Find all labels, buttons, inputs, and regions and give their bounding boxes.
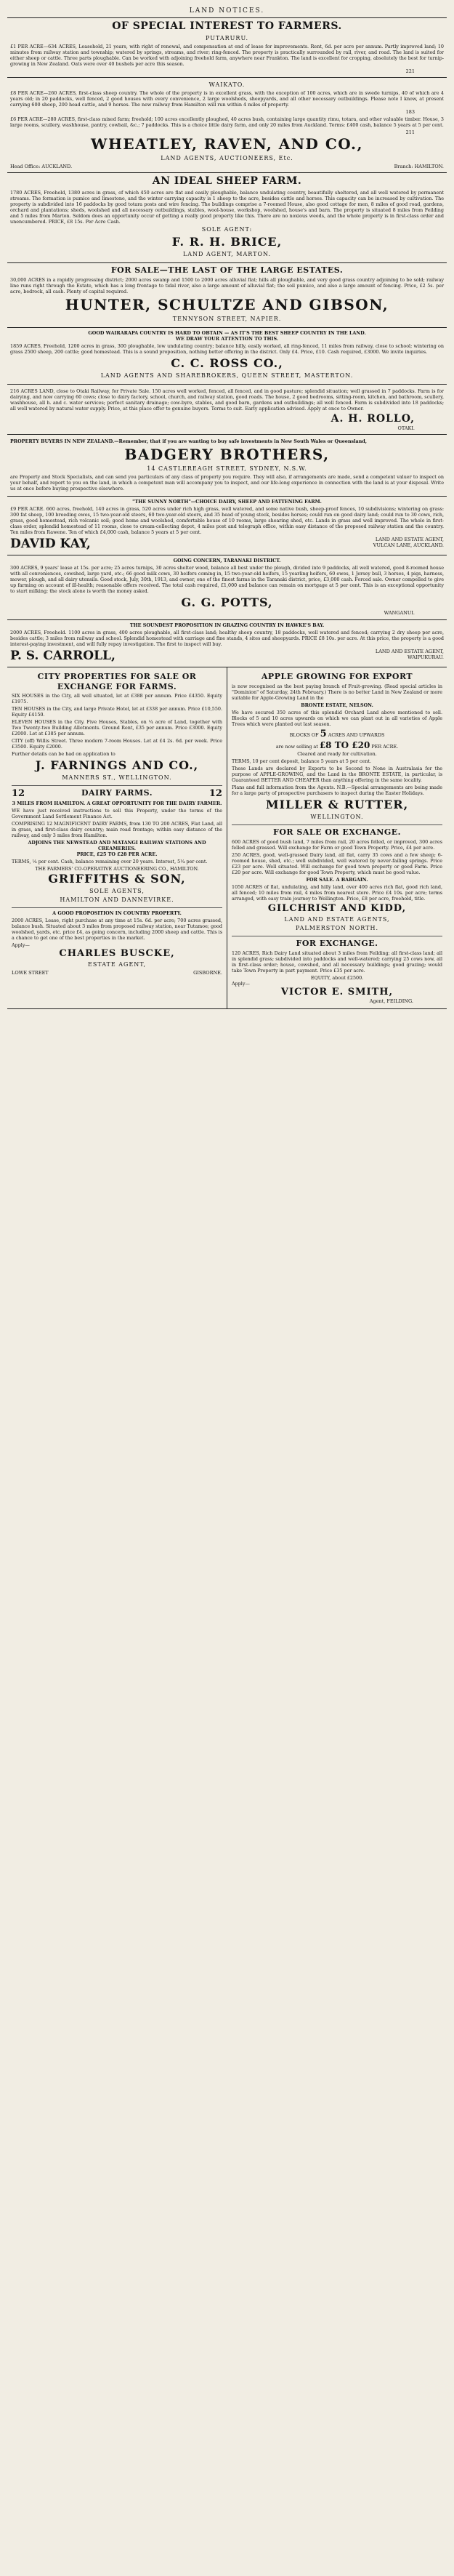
ad-gilchrist <box>232 825 442 936</box>
ad-subheading: FOR SALE. A BARGAIN. <box>306 876 368 883</box>
ad-body: 120 ACRES, Rich Dairy Land situated about 3 miles from Feilding; all first-class land; all in splendid grass; subdivided into paddocks and well-watered; carrying 25 cows now, all in first-class order; house, cowshed, and all necessary buildings; good grazing; would take Town Property in part payment. Price £35 per acre. <box>232 950 442 974</box>
ad-heading: PROPERTY BUYERS IN NEW ZEALAND.—Remember, that if you are wanting to buy safe investments in New South Wales or Queensland, <box>10 438 368 445</box>
signature <box>10 413 444 432</box>
ad-terms: TERMS, ¼ per cent. Cash, balance remaining over 20 years. Interest, 5¼ per cent. <box>12 858 208 864</box>
list-item: TEN HOUSES in the City, and large Private Hotel, let at £338 per annum. Price £10,550. Equity £4150. <box>12 706 222 718</box>
firm-address: PALMERSTON NORTH. <box>295 924 378 931</box>
firm-address: 14 CASTLEREAGH STREET, SYDNEY, N.S.W. <box>147 465 307 473</box>
ad-heading: OF SPECIAL INTEREST TO FARMERS. <box>112 20 342 33</box>
ad-heading: GOOD WAIRARAPA COUNTRY IS HARD TO OBTAIN — AS IT'S THE BEST SHEEP COUNTRY IN THE LAND. <box>88 329 366 336</box>
ad-body: We have secured 350 acres of this splendid Orchard Land above mentioned to sell. Blocks of 5 and 10 acres upwards on which we can plant out in all varieties of Apple Trees which were planted out last season. <box>232 709 442 727</box>
ad-heading: FOR EXCHANGE. <box>296 938 378 948</box>
firm-subtitle: LAND AND ESTATE AGENT, <box>375 537 444 543</box>
ad-waikato <box>7 78 447 173</box>
ad-buscke <box>12 908 222 978</box>
firm-name: MILLER & RUTTER, <box>265 797 409 811</box>
ad-ref: 211 <box>405 129 415 135</box>
ad-body: COMPRISING 12 MAGNIFICENT DAIRY FARMS, from 130 TO 200 ACRES, Flat Land, all in grass, and first-class dairy country; main road frontage; within easy distance of the railway, and only 3 miles from Hamilton. <box>12 820 222 838</box>
address-row <box>12 970 222 976</box>
ad-district: BRONTE ESTATE, NELSON. <box>301 702 373 708</box>
blocks-label: BLOCKS OF <box>289 731 319 738</box>
ad-body: 1780 ACRES, Freehold, 1380 acres in grass, of which 450 acres are flat and easily ploughable, balance undulating country, beautifully sheltered, and all well watered by permanent streams. The formation is pumice and limestone, and the winter carrying capacity is 1 sheep to the acre, besides cattle and horses. This capacity can be increased by cultivation. The property is subdivided into 16 paddocks by good totara posts and wire fencing. The buildings comprise a 7-roomed House, also good cottage for men, 8 miles of good road, gardens, orchard and plantations; sheds, woolshed and all necessary outbuildings, stables, wool-house, workshop, woolshed, house's and barn. The property is situated 8 miles from Feilding and 5 miles from Marton. Seldom does an opportunity occur of getting a really good property like this. There are no noxious weeds, and the whole property is in first-class order and unencumbered. PRICE, £8 15s. Per Acre Cash. <box>10 189 444 225</box>
office-right: Branch: HAMILTON. <box>394 164 444 170</box>
firm-subtitle: SOLE AGENTS, <box>89 887 145 894</box>
seller-name: A. H. ROLLO, <box>331 412 415 425</box>
firm-name: HUNTER, SCHULTZE AND GIBSON, <box>65 295 389 313</box>
ad-heading: DAIRY FARMS. <box>81 788 153 798</box>
ad-note: Further details can be had on application to <box>12 751 115 758</box>
ad-putaruru <box>7 18 447 78</box>
firm-address: HAMILTON AND DANNEVIRKE. <box>60 896 174 903</box>
ad-body: £8 PER ACRE—260 ACRES, first-class sheep country. The whole of the property is in excellent grass, with the exception of 100 acres, which are in swede turnips, 40 of which are 4 years old; in 20 paddocks, well fenced, 2 good houses with every convenience, 2 large woolsheds, sheepyards, and all other necessary outbuildings. Please note I know, at present carrying 600 sheep, 200 head cattle, and 9 horses. The new railway from Hamilton will run within 4 miles of property. <box>10 89 444 108</box>
two-column-section <box>7 667 447 1009</box>
firm-name: GILCHRIST AND KIDD, <box>267 902 407 914</box>
firm-subtitle: LAND AND ESTATE AGENT, <box>375 648 444 654</box>
list-item: SIX HOUSES in the City, all well situated, let at £388 per annum. Price £4350. Equity £1975. <box>12 693 222 705</box>
ad-heading: CITY PROPERTIES FOR SALE OR EXCHANGE FOR FARMS. <box>37 671 197 691</box>
seller-name: CHARLES BUSCKE, <box>59 947 175 959</box>
left-column <box>7 667 227 1008</box>
ad-heading: FOR SALE—THE LAST OF THE LARGE ESTATES. <box>110 265 344 275</box>
ad-body: 600 ACRES of good bush land, 7 miles from rail, 20 acres felled, or improved, 300 acres felled and grassed. Will exchange for Farm or good Town Property. Price, £4 per acre. <box>232 838 442 851</box>
firm-name: J. FARNINGS AND CO., <box>35 758 199 773</box>
ad-intro: 3 MILES FROM HAMILTON. A GREAT OPPORTUNITY FOR THE DAIRY FARMER. <box>12 800 222 806</box>
ad-body: is now recognised as the best paying branch of Fruit-growing. (Read special articles in "Dominion" of Saturday, 24th February.) There is no better Land in New Zealand or more suitable for Apple-Growing Land in the <box>232 683 442 701</box>
ad-heading-row <box>12 788 222 800</box>
blocks-price: £8 TO £20 <box>319 739 370 750</box>
firm-address: TENNYSON STREET, NAPIER. <box>172 315 282 322</box>
ad-body: Plans and full information from the Agents. N.B.—Special arrangements are being made for a large party of prospective purchasers to inspect during the Easter Holidays. <box>232 784 442 796</box>
seller-details <box>376 649 444 664</box>
firm-address: MANNERS ST., WELLINGTON. <box>62 774 172 782</box>
blocks-note: Cleared and ready for cultivation. <box>297 750 377 757</box>
ad-carroll <box>7 620 447 667</box>
ad-kay <box>7 497 447 555</box>
ad-heading: GOING CONCERN, TARANAKI DISTRICT. <box>173 558 281 564</box>
ad-potts <box>7 555 447 619</box>
ad-terms: TERMS, 10 per cent deposit, balance 5 years at 5 per cent. <box>232 758 371 764</box>
firm-address: LAND AGENTS AND SHAREBROKERS, QUEEN STREET, MASTERTON. <box>100 372 354 379</box>
agent-label: SOLE AGENT: <box>201 225 253 233</box>
firm-subtitle: LAND AGENTS, AUCTIONEERS, Etc. <box>161 155 293 162</box>
address-left: LOWE STREET <box>12 969 49 976</box>
ad-brice <box>7 173 447 263</box>
ad-heading: AN IDEAL SHEEP FARM. <box>152 175 302 188</box>
ad-griffiths <box>12 786 222 907</box>
office-left: Head Office: AUCKLAND. <box>10 164 73 170</box>
masthead: LAND NOTICES. <box>7 4 447 18</box>
ad-body: 300 ACRES, 9 years' lease at 15s. per acre; 25 acres turnips, 30 acres shelter wood, balance all best under the plough, divided into 9 paddocks, all well watered, good 8-roomed house with all conveniences, cowshed, large yard, etc.; 66 good milk cows, 30 heifers coming in, 15 two-year-old heifers, 15 yearling heifers, 60 ewes, 1 Jersey bull, 3 horses, 4 pigs, harness, mower, plough, and all dairy utensils. Good stock, July, 30th, 1913, and owner, one of the finest farms in the Taranaki district, price, £3,000 cash. Forced sale. Owner compelled to give up farming on account of ill-health; reasonable offers received. The total cash required, £1,000 and balance can remain on mortgage at 5 per cent. This is an exceptional opportunity to start milking; the stock alone is worth the money asked. <box>10 565 444 595</box>
seller-name: VICTOR E. SMITH, <box>280 986 394 998</box>
ad-miller <box>232 670 442 825</box>
farm-count: 12 <box>208 788 222 800</box>
ad-body: 216 ACRES LAND, close to Otaki Railway, for Private Sale. 150 acres well worked, fenced, all fenced, and in good pasture; splendid situation; well grassed in 7 paddocks. Farm is for dairying, and now carrying 60 cows; close to dairy factory, school, church, and railway station, good roads. The house, 2 good bedrooms, sitting-room, kitchen, and bathroom, scullery, washhouse, all h. and c. water services; perfect sanitary drainage; cow-byre, stables, and good barn, gardens and outbuildings; all well fenced. Farm is subdivided into 18 paddocks; all well watered by natural water supply. Price, at this place offer to genuine buyers. Terms to suit. Early application advised. Apply at once to Owner. <box>10 388 444 412</box>
ad-price: PRICE, £25 TO £28 PER ACRE. <box>76 851 158 857</box>
farm-count: 12 <box>12 788 25 800</box>
land-notices-page <box>7 0 447 1009</box>
ad-ross <box>7 328 447 385</box>
firm-name: WHEATLEY, RAVEN, AND CO., <box>91 135 363 153</box>
list-item: CITY (off) Willis Street. Three modern 7-room Houses. Let at £4 2s. 6d. per week. Price £3500. Equity £2000. <box>12 738 222 750</box>
signature-row <box>10 649 444 664</box>
blocks-unit: ACRES AND UPWARDS <box>328 731 385 738</box>
ad-body: 1050 ACRES of flat, undulating, and hilly land, over 400 acres rich flat, good rich land, all fenced; 10 miles from rail, 4 miles from nearest store. Price £4 10s. per acre; terms arranged, with easy train journey to Wellington. Price, £8 per acre, freehold, title. <box>232 883 442 902</box>
seller-place: WANGANUI. <box>384 610 415 617</box>
ad-body: 2000 ACRES, Lease, right purchase at any time at 15s. 6d. per acre; 700 acres grassed, balance bush. Situated about 3 miles from proposed railway station, near Tutamoe; good woolshed, yards, etc. price £4, as going concern, including 2000 sheep and cattle. This is a chance to get one of the best properties in the market. <box>12 917 222 941</box>
agent-subtitle: LAND AGENT, MARTON. <box>182 250 272 257</box>
ad-subheading: PUTARURU. <box>206 34 248 41</box>
blocks-price-row <box>232 740 442 751</box>
signature-row <box>10 537 444 552</box>
ad-smith <box>232 936 442 1006</box>
ad-heading: APPLE GROWING FOR EXPORT <box>261 671 413 681</box>
ad-body: £9 PER ACRE. 660 acres, freehold, 140 acres in grass, 520 acres under rich high grass, well watered, and some native bush, sheep-proof fences, 10 subdivisions; wintering on grass: 300 fat sheep, 100 breeding ewes, 15 two-year-old steers, 60 two-year-old steers, and 35 head of young stock, besides horses; could run on good dairy land; could run to 30 cows, rich, grass, good homestead, rich volcanic soil; good home and woolshed, comfortable house of 10 rooms, large shearing shed, etc. Lands in grass and well improved. The whole in first-class order, splendid homestead of 11 rooms, close to cream-collecting depot, 4 miles post and telegraph office, within easy distance of the proposed railway station and the country. Ten miles from Rawene. Ten of which £4,000 cash, balance 5 years at 5 per cent. <box>10 506 444 536</box>
ad-body: are Property and Stock Specialists, and can send you particulars of any class of property you require. They will also, if arrangements are made, send a competent valuer to inspect on your behalf, and report to you on the land, in which a competent man will accompany you to inspect, and our life-long experience in connection with the land is at your disposal. Write us at once before buying prospective elsewhere. <box>10 474 444 492</box>
office-row <box>10 164 444 169</box>
ad-heading: THE SOUNDEST PROPOSITION IN GRAZING COUNTRY IN HAWKE'S BAY. <box>129 622 325 628</box>
agent-name: F. R. H. BRICE, <box>171 234 283 249</box>
ad-body: These Lands are declared by Experts to be Second to None in Australasia for the purpose of APPLE-GROWING, and the Land in the BRONTE ESTATE, in particular, is Guaranteed BETTER AND CHEAPER than anything offering in the same locality. <box>232 765 442 783</box>
firm-subtitle: LAND AND ESTATE AGENTS, <box>284 915 390 923</box>
firm-address: WELLINGTON. <box>310 813 364 820</box>
seller-place: OTAKI. <box>397 425 415 431</box>
seller-name: G. G. POTTS, <box>181 595 273 610</box>
ad-badgery <box>7 435 447 497</box>
ad-body: 30,000 ACRES in a rapidly progressing district; 2000 acres swamp and 1500 to 2000 acres alluvial flat; hills all ploughable, and very good grass country adjoining to be sold; railway line runs right through the Estate, which has a long frontage to tidal river, also a large amount of alluvial flat; the soil pumice, and also a large amount of fencing. Price, £2 5s. per acre, bedrock, all cash. Plenty of capital required. <box>10 276 444 294</box>
ad-apply: Apply— <box>232 980 250 987</box>
seller-name: P. S. CARROLL, <box>10 648 115 663</box>
ad-body: WE have just received instructions to sell this Property, under the terms of the Government Land Settlement Finance Act. <box>12 807 222 819</box>
firm-name: BADGERY BROTHERS, <box>124 446 330 464</box>
blocks-price-pre: are now selling at <box>275 743 318 750</box>
ad-adjoins: ADJOINS THE NEWSTEAD AND MATANGI RAILWAY STATIONS AND CREAMERIES. <box>28 839 206 851</box>
address-right: GISBORNE. <box>193 969 222 976</box>
seller-details <box>373 537 444 552</box>
blocks-number: 5 <box>320 728 327 739</box>
ad-subheading: WAIKATO. <box>208 81 246 88</box>
ad-body: £1 PER ACRE—634 ACRES, Leasehold, 21 years, with right of renewal, and compensation at end of lease for improvements. Rent, 6d. per acre per annum. Partly improved land; 10 minutes from railway station and township; watered by springs, streams, and river; ring-fenced. The property is practically surrounded by rail, river, and road. The land is suited for either sheep or cattle. Three parts ploughable. Can be worked with adjoining freehold farm, anywhere near Frankton. The land is excellent for cropping, absolutely the best for turnip-growing in New Zealand. Oats were over 40 bushels per acre this season. <box>10 43 444 67</box>
ad-body: £6 PER ACRE—280 ACRES, first-class mixed farm; freehold; 100 acres excellently ploughed, 40 acres bush, containing large quantity rimu, totara, and other valuable timber. House, 3 large rooms, scullery, washhouse, pantry, cowbail, &c.; 7 paddocks. This is a choice little dairy farm, and only 20 miles from Auckland. Terms: £400 cash, balance 5 years at 5 per cent. <box>10 116 444 128</box>
ad-ref: 221 <box>405 68 415 74</box>
ad-body: 2000 ACRES, Freehold. 1100 acres in grass, 400 acres ploughable, all first-class land; healthy sheep country, 18 paddocks, well watered and fenced; carrying 2 dry sheep per acre, besides cattle; 3 miles from railway and school. Splendid homestead with carriage and fine stands, 4 sites and sheepyards. PRICE £8 10s. per acre. At this price, the property is a good interest-paying investment, and will fully repay investigation. The first to inspect will buy. <box>10 629 444 647</box>
ad-heading: A GOOD PROPOSITION IN COUNTRY PROPERTY. <box>52 910 182 916</box>
firm-place: WAIPUKURAU. <box>408 654 444 660</box>
firm-name: GRIFFITHS & SON, <box>48 871 186 886</box>
ad-farnings <box>12 670 222 787</box>
firm-subtitle: ESTATE AGENT, <box>88 960 146 968</box>
right-column <box>227 667 447 1008</box>
firm-name: C. C. ROSS CO., <box>171 356 283 370</box>
firm-subtitle: Agent, FEILDING. <box>369 998 413 1004</box>
blocks-offer <box>232 729 442 740</box>
ad-equity: EQUITY, about £2500. <box>310 974 364 981</box>
ad-hunter <box>7 263 447 328</box>
ad-body: 250 ACRES, good, well-grassed Dairy land, all flat, carry 35 cows and a few sheep; 6-roomed house, shed, etc.; well subdivided, well watered by never-failing springs. Price £23 per acre. Well situated. Will exchange for good town property or good Farm. Price £20 per acre. Will exchange for good Town Property, which must be good value. <box>232 851 442 875</box>
ad-heading: FOR SALE OR EXCHANGE. <box>273 827 401 837</box>
seller-name: DAVID KAY, <box>10 537 91 552</box>
ad-ref: 183 <box>405 108 415 115</box>
ad-heading: "THE SUNNY NORTH"—CHOICE DAIRY, SHEEP AND FATTENING FARM. <box>132 499 322 505</box>
firm-address: VULCAN LANE, AUCKLAND. <box>373 542 444 549</box>
list-item: ELEVEN HOUSES in the City. Five Houses, Stables, on ¼ acre of Land, together with Two Twenty-two Building Allotments. Ground Rent, £35 per annum. Price £3000. Equity £2000. Let at £385 per annum. <box>12 719 222 737</box>
ad-apply: THE FARMERS' CO-OPERATIVE AUCTIONEERING CO., HAMILTON. <box>35 865 199 872</box>
ad-attention: WE DRAW YOUR ATTENTION TO THIS. <box>175 335 279 342</box>
ad-body: 1859 ACRES, Freehold, 1200 acres in grass, 300 ploughable, low undulating country; balance hilly, easily worked, all ring-fenced, 11 miles from railway, close to school; wintering on grass 2500 sheep, 200 cattle; good homestead. This is a sound proposition, nothing better offering in the district. Only £4. Price, £10. Cash required, £3000. We invite inquiries. <box>10 342 444 355</box>
blocks-price-unit: PER ACRE. <box>371 743 399 750</box>
ad-rollo <box>7 385 447 436</box>
ad-apply: Apply— <box>12 942 30 948</box>
